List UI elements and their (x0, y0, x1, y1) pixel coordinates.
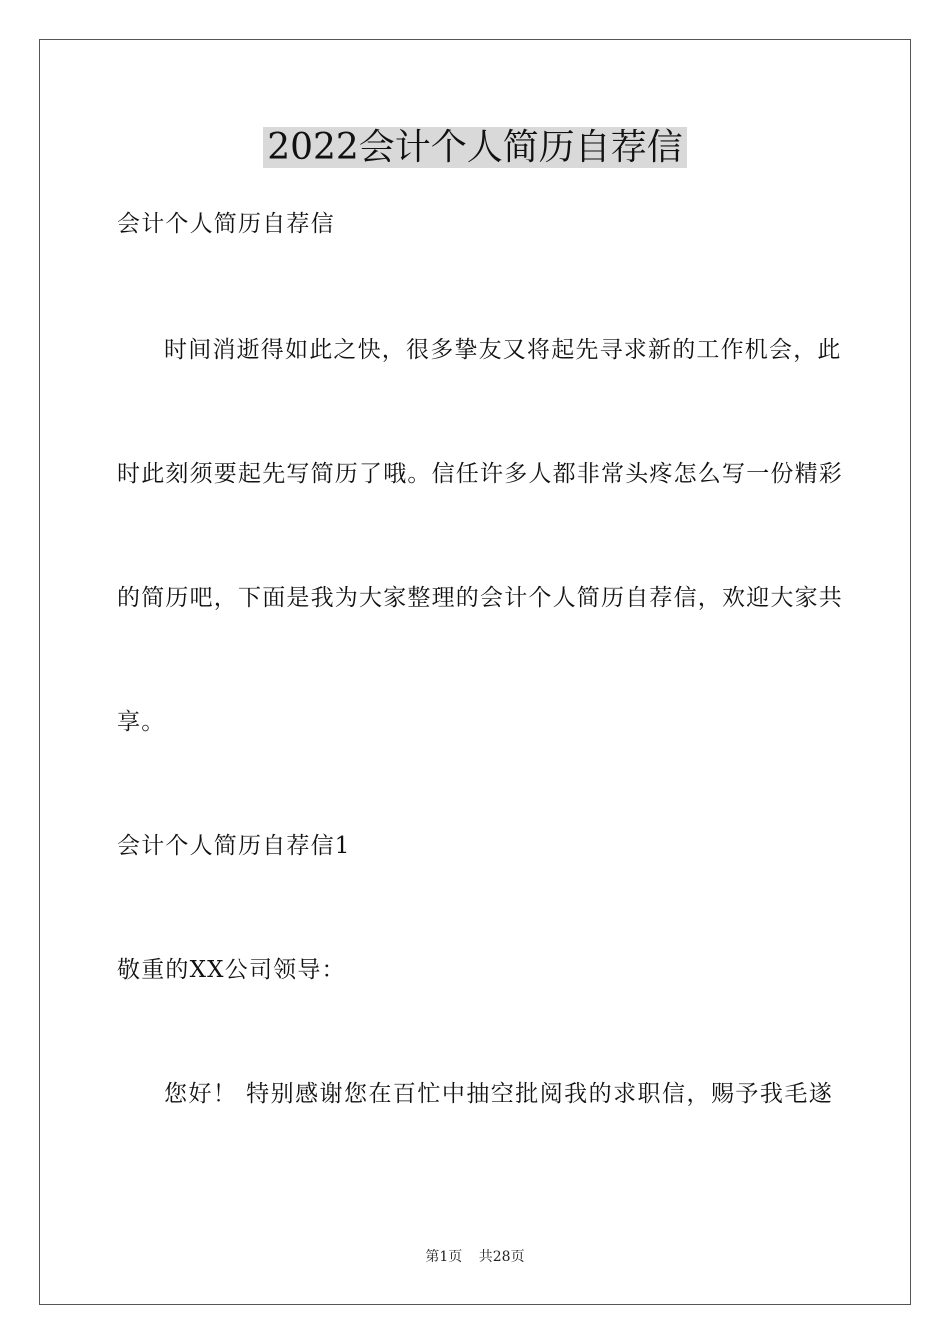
document-title-text: 2022会计个人简历自荐信 (263, 127, 687, 168)
paragraph-line: 时间消逝得如此之快，很多挚友又将起先寻求新的工作机会，此 (164, 337, 842, 363)
page-number: 第1页 (425, 1249, 463, 1265)
page-footer (0, 1247, 950, 1267)
paragraph-line: 您好！ 特别感谢您在百忙中抽空批阅我的求职信，赐予我毛遂 (164, 1081, 833, 1107)
salutation: 敬重的XX公司领导： (117, 957, 346, 983)
paragraph-line: 享。 (117, 709, 166, 735)
section-heading: 会计个人简历自荐信1 (117, 833, 351, 859)
document-subtitle: 会计个人简历自荐信 (117, 211, 335, 237)
paragraph-line: 的简历吧，下面是我为大家整理的会计个人简历自荐信，欢迎大家共 (117, 585, 843, 611)
page-total: 共28页 (478, 1249, 525, 1265)
paragraph-line: 时此刻须要起先写简历了哦。信任许多人都非常头疼怎么写一份精彩 (117, 461, 843, 487)
document-title (0, 124, 950, 172)
